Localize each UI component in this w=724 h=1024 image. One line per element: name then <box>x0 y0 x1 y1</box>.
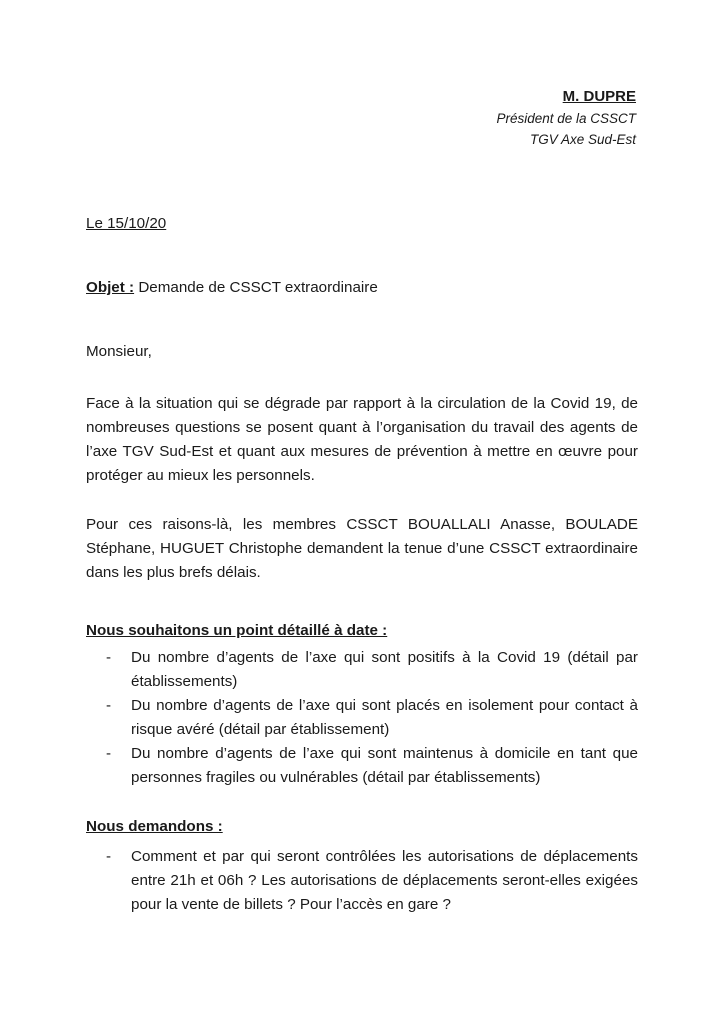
paragraph-situation: Face à la situation qui se dégrade par rapport à la circulation de la Covid 19, de nombreuses questions se posent quant à l’organisation du travail des agents de l’axe TGV Sud-Est et quant aux mesures de prévention à mettre en œuvre pour protéger au mieux les personnels. <box>86 395 638 484</box>
bullet-dash: - <box>106 848 112 865</box>
section-title-points: Nous souhaitons un point détaillé à date : <box>86 622 388 639</box>
letter-subject <box>86 276 378 300</box>
section-title-demands: Nous demandons : <box>86 818 223 835</box>
list-item <box>86 742 638 790</box>
letter-date: Le 15/10/20 <box>86 215 167 232</box>
list-item-text: Du nombre d’agents de l’axe qui sont positifs à la Covid 19 (détail par établissements) <box>131 649 638 690</box>
bullet-dash: - <box>106 745 112 762</box>
recipient-organization: TGV Axe Sud-Est <box>529 132 636 147</box>
list-item-text: Du nombre d’agents de l’axe qui sont maintenus à domicile en tant que personnes fragiles ou vulnérables (détail par établissements) <box>131 745 638 786</box>
points-list <box>86 646 638 790</box>
subject-text: Demande de CSSCT extraordinaire <box>134 279 378 296</box>
bullet-dash: - <box>106 649 112 666</box>
recipient-role: Président de la CSSCT <box>496 111 636 126</box>
list-item <box>86 694 638 742</box>
recipient-block <box>496 86 636 150</box>
demands-list <box>86 845 638 917</box>
list-item-text: Du nombre d’agents de l’axe qui sont placés en isolement pour contact à risque avéré (détail par établissement) <box>131 697 638 738</box>
letter-greeting: Monsieur, <box>86 343 152 360</box>
list-item-text: Comment et par qui seront contrôlées les autorisations de déplacements entre 21h et 06h ? Les autorisations de déplacements seront-elles exigées pour la vente de billets ? Pour l’accès en gare ? <box>131 848 638 913</box>
list-item <box>86 845 638 917</box>
recipient-name: M. DUPRE <box>562 88 636 105</box>
bullet-dash: - <box>106 697 112 714</box>
list-item <box>86 646 638 694</box>
paragraph-request: Pour ces raisons-là, les membres CSSCT BOUALLALI Anasse, BOULADE Stéphane, HUGUET Christophe demandent la tenue d’une CSSCT extraordinaire dans les plus brefs délais. <box>86 516 638 581</box>
subject-label: Objet : <box>86 279 135 296</box>
